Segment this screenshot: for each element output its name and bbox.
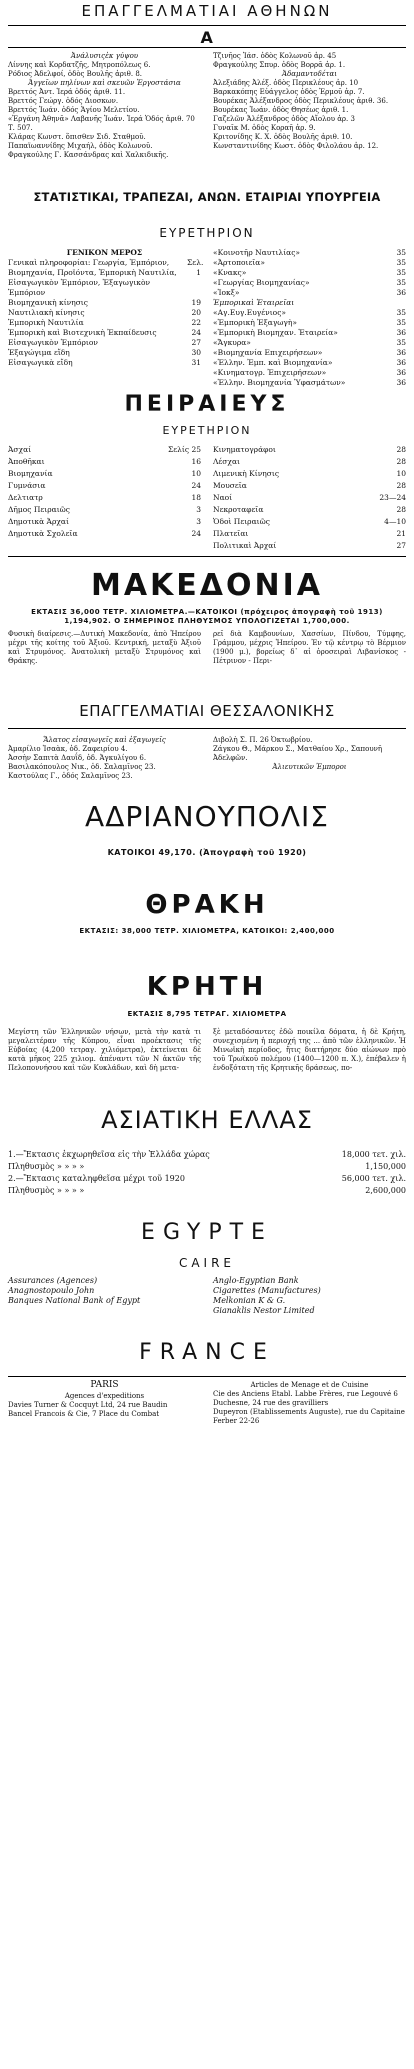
athens-right-column <box>213 52 406 160</box>
index-row <box>8 504 201 516</box>
index-row <box>8 492 201 504</box>
listing-entry: Ζάγκου Θ., Μάρκου Σ., Ματθαίου Χρ., Σαπουνῆ Ἀδελφῶν. <box>213 745 383 762</box>
index-page: 27 <box>191 338 201 347</box>
index-row <box>8 516 201 528</box>
asia-minor-label: Πληθυσμὸς » » » » <box>8 1162 85 1171</box>
asia-minor-row <box>8 1174 406 1184</box>
statistics-left-header: ΓΕΝΙΚΟΝ ΜΕΡΟΣ <box>66 248 143 257</box>
egypt-title: EGYPTE <box>141 1220 273 1245</box>
macedonia-body <box>0 630 414 666</box>
index-page: 36 <box>396 378 406 387</box>
index-label: Βιομηχανία <box>8 469 53 478</box>
index-row <box>213 278 406 288</box>
crete-stats-block <box>0 1010 414 1019</box>
piraeus-index-header <box>0 424 414 437</box>
listing-entry: «Ἐργάνη Ἀθηνᾶ» Λαβανῆς Ἰωάν. Ἱερά Ὁδός ἀριθ. 70 Τ. 507. <box>8 115 195 132</box>
athens-listing <box>0 52 414 167</box>
france-right-column <box>213 1381 406 1426</box>
thrace-header <box>0 890 414 920</box>
index-page: 28 <box>396 505 406 514</box>
listing-entry: Duchesne, 24 rue des gravilliers <box>213 1399 329 1407</box>
listing-entry: Φραγκούλης Σπυρ. ὁδὸς Βορρᾶ ἀρ. 1. <box>213 61 346 69</box>
listing-entry: Καστούλας Γ., ὁδός Σαλαμῖνος 23. <box>8 772 133 780</box>
index-row <box>213 348 406 358</box>
index-label: Ἐξαγώγιμα εἴδη <box>8 348 70 357</box>
crete-stats: ΕΚΤΑΣΙΣ 8,795 ΤΕΤΡΑΓ. ΧΙΛΙΟΜΕΤΡΑ <box>127 1010 287 1018</box>
index-row <box>213 540 406 552</box>
divider <box>8 728 406 729</box>
index-row <box>213 328 406 338</box>
index-label: «Ἀρτοποιεῖα» <box>213 258 265 267</box>
index-page: 31 <box>191 358 201 367</box>
macedonia-title: ΜΑΚΕΔΟΝΙΑ <box>90 568 324 603</box>
index-page: 3 <box>196 505 201 514</box>
index-label: Κινηματογράφοι <box>213 445 276 454</box>
macedonia-stats <box>0 608 414 626</box>
index-page: 27 <box>396 541 406 550</box>
index-row <box>213 378 406 388</box>
piraeus-title: ΠΕΙΡΑΙΕΥΣ <box>124 392 290 417</box>
index-label: «Βιομηχανία Επιχειρήσεων» <box>213 348 323 357</box>
index-row <box>8 258 204 298</box>
asia-minor-row <box>8 1150 406 1160</box>
asia-minor-label: 1.—Ἔκτασις ἐκχωρηθεῖσα εἰς τὴν Ἑλλάδα χώρας <box>8 1150 210 1159</box>
index-row <box>213 492 406 504</box>
statistics-right-column <box>213 248 406 388</box>
listing-entry: Βρεττός Γεώργ. ὁδός Διοσκων. <box>8 97 119 105</box>
france-header <box>0 1340 414 1365</box>
index-page: 4—10 <box>384 517 406 526</box>
listing-entry: Dupeyron (Etablissements Auguste), rue du Capitaine Ferber 22-26 <box>213 1408 405 1425</box>
index-row <box>213 298 406 308</box>
index-row <box>8 528 201 540</box>
athens-left-column <box>8 52 201 160</box>
index-row <box>213 528 406 540</box>
listing-entry: Κλάρας Κωνστ. ὅπισθεν Σιδ. Σταθμοῦ. <box>8 133 146 141</box>
index-page: 36 <box>396 288 406 297</box>
listing-entry: Βαρκακόπης Εὐάγγελος ὁδὸς Ἑρμοῦ ἀρ. 7. <box>213 88 365 96</box>
listing-entry: Γαζελῶν Ἀλέξανδρος ὁδὸς Αἴολου ἀρ. 3 <box>213 115 355 123</box>
index-page: 36 <box>396 328 406 337</box>
index-page: 35 <box>396 308 406 317</box>
listing-entry: Ἀγγεῖων πηλίνων καὶ σκευῶν Ἐργοστάσια <box>28 79 181 87</box>
asia-minor-label: Πληθυσμὸς » » » » <box>8 1186 85 1195</box>
index-label: Πολιτικαὶ Ἀρχαί <box>213 541 277 550</box>
index-label: Ναοί <box>213 493 233 502</box>
listing-entry: Ἀνάλυσιςἐκ γύψου <box>70 52 139 60</box>
adrianople-title: ΑΔΡΙΑΝΟΥΠΟΛΙΣ <box>85 800 329 833</box>
index-page: 36 <box>396 358 406 367</box>
listing-entry: Ἀσσὴν Σαπιτὰ Δαυΐδ, ὁδ. Ἀγκυλίγου 6. <box>8 754 147 762</box>
crete-title: ΚΡΗΤΗ <box>146 972 268 1002</box>
asia-minor-row <box>8 1186 406 1196</box>
athens-letter-block <box>0 28 414 47</box>
index-page: 35 <box>396 278 406 287</box>
index-label: Μουσεῖα <box>213 481 247 490</box>
crete-body <box>0 1028 414 1073</box>
index-label: Ὁδοὶ Πειραιῶς <box>213 517 270 526</box>
index-label: Βιομηχανικὴ κίνησις <box>8 298 88 307</box>
index-page: 16 <box>191 457 201 466</box>
thessaloniki-title: ΕΠΑΓΓΕΛΜΑΤΙΑΙ ΘΕΣΣΑΛΟΝΙΚΗΣ <box>79 702 335 720</box>
listing-entry: Βρεττός Ἀντ. Ἱερά ὁδός ἀριθ. 11. <box>8 88 126 96</box>
index-row <box>8 308 201 318</box>
index-label: Γυμνάσια <box>8 481 46 490</box>
thrace-stats-block <box>0 927 414 936</box>
index-page: 28 <box>396 445 406 454</box>
listing-entry: Agences d'expeditions <box>64 1392 145 1400</box>
statistics-index <box>0 248 414 387</box>
index-row <box>8 298 201 308</box>
listing-entry: Bancel Francois & Cie, 7 Place du Combat <box>8 1410 160 1418</box>
index-row <box>8 456 201 468</box>
index-page: 36 <box>396 348 406 357</box>
index-label: Δημοτικὰ Ἀρχαί <box>8 517 69 526</box>
index-row <box>213 516 406 528</box>
listing-entry: Ἀλεξιάδης Ἀλέξ. ὁδὸς Περικλέους ἀρ. 10 <box>213 79 359 87</box>
listing-entry: Βουρέκας Ἰωάν. ὁδὸς Θησέως ἀριθ. 1. <box>213 106 349 114</box>
index-page: 35 <box>396 258 406 267</box>
france-city: PARIS <box>90 1380 119 1390</box>
egypt-left-column <box>8 1276 201 1316</box>
index-row <box>213 456 406 468</box>
listing-entry: Ἀδαμαντοδέται <box>282 70 337 78</box>
index-label: «Ἐμπορικὴ Ἐξαγωγὴ» <box>213 318 297 327</box>
index-page: 30 <box>191 348 201 357</box>
listing-entry: Κωνσταντινίδης Κωστ. ὁδὸς Φιλολάου ἀρ. 12. <box>213 142 379 150</box>
adrianople-stats-block <box>0 848 414 858</box>
index-label: «Ἐλλην. Βιομηχανία Ὑφασμάτων» <box>213 378 346 387</box>
index-row <box>8 348 201 358</box>
piraeus-index-title: ΕΥΡΕΤΗΡΙΟΝ <box>162 424 252 437</box>
crete-header <box>0 972 414 1002</box>
index-label: Εἰσαγωγικὰ εἴδη <box>8 358 73 367</box>
macedonia-text-left: Φυσικὴ διαίρεσις.—Δυτικὴ Μακεδονία, ἀπὸ Ἠπείρου μέχρι τῆς κοίτης τοῦ Ἀξιοῦ. Κεντρική, μεταξὺ Ἀξιοῦ καὶ Στρυμόνος. Ἀνατολικὴ μεταξὺ Στρυμόνος καὶ Θράκης. <box>8 630 201 665</box>
statistics-header <box>0 190 414 204</box>
athens-header <box>0 2 414 20</box>
index-label: «Ἐμπορικὴ Βιομηχαν. Ἑταιρεία» <box>213 328 338 337</box>
macedonia-stats-line1: ΕΚΤΑΣΙΣ 36,000 ΤΕΤΡ. ΧΙΛΙΟΜΕΤΡΑ.—ΚΑΤΟΙΚΟΙ (πρόχειρος ἀπογραφὴ τοῦ 1913) <box>31 608 383 616</box>
asia-minor-value: 18,000 τετ. χιλ. <box>341 1150 406 1159</box>
listing-entry: Λίννης καὶ Κορδατζῆς, Μητροπόλεως 6. <box>8 61 151 69</box>
listing-entry: Παπαϊωαννίδης Μιχαήλ, ὁδὸς Κολωνοῦ. <box>8 142 153 150</box>
index-label: Λέσχαι <box>213 457 240 466</box>
index-page: 22 <box>191 318 201 327</box>
asia-minor-title: ΑΣΙΑΤΙΚΗ ΕΛΛΑΣ <box>101 1106 313 1134</box>
thessaloniki-right-column <box>213 736 406 781</box>
index-page: 28 <box>396 457 406 466</box>
asia-minor-row <box>8 1162 406 1172</box>
statistics-index-title: ΕΥΡΕΤΗΡΙΟΝ <box>159 226 255 240</box>
index-row <box>8 338 201 348</box>
index-label: «Κινηματογρ. Ἐπιχειρήσεων» <box>213 368 327 377</box>
index-row <box>213 268 406 278</box>
index-page: 36 <box>396 368 406 377</box>
index-label: Δῆμος Πειραιῶς <box>8 505 70 514</box>
listing-entry: Cigarettes (Manufactures) <box>213 1286 321 1295</box>
index-label: Ἐμπορικὴ καὶ Βιοτεχνικὴ Ἐκπαίδευσις <box>8 328 157 337</box>
index-row <box>213 288 406 298</box>
index-label: Δημοτικὰ Σχολεῖα <box>8 529 78 538</box>
piraeus-index <box>0 444 414 552</box>
asia-minor-label: 2.—Ἔκτασις καταληφθεῖσα μέχρι τοῦ 1920 <box>8 1174 185 1183</box>
thrace-stats: ΕΚΤΑΣΙΣ: 38,000 ΤΕΤΡ. ΧΙΛΙΟΜΕΤΡΑ, ΚΑΤΟΙΚΟΙ: 2,400,000 <box>79 927 335 935</box>
index-page: 35 <box>396 268 406 277</box>
index-page: 18 <box>191 493 201 502</box>
index-row <box>8 444 201 456</box>
index-label: «Κνακς» <box>213 268 247 277</box>
egypt-right-column <box>213 1276 406 1316</box>
index-page: 3 <box>196 517 201 526</box>
listing-entry: Melkonian K & G. <box>213 1296 286 1305</box>
index-row <box>213 308 406 318</box>
france-left-column <box>8 1381 201 1426</box>
index-page: 23—24 <box>379 493 406 502</box>
index-label: Ἀσχαί <box>8 445 32 454</box>
index-label: «Αγ.Ευγ.Ευγένιος» <box>213 308 286 317</box>
listing-entry: Τζινῆος Ἰάσ. ὁδὸς Κολωνοῦ ἀρ. 45 <box>213 52 337 60</box>
listing-entry: Ἀμαρίλιο Ἰσαὰκ, ὁδ. Ζαφειρίου 4. <box>8 745 128 753</box>
listing-entry: Κριτονίδης Κ. Χ. ὁδὸς Βουλῆς ἀριθ. 10. <box>213 133 353 141</box>
asia-minor-table <box>0 1150 414 1198</box>
index-row <box>8 358 201 368</box>
macedonia-stats-line2: 1,194,902. Ο ΣΗΜΕΡΙΝΟΣ ΠΛΗΘΥΣΜΟΣ ΥΠΟΛΟΓΙΖΕΤΑΙ 1,700,000. <box>64 617 350 625</box>
index-row <box>8 480 201 492</box>
listing-entry: Ἅλατος εἰσαγωγεῖς καὶ ἐξαγωγεῖς <box>43 736 166 744</box>
egypt-header <box>0 1220 414 1245</box>
asia-minor-value: 1,150,000 <box>365 1162 406 1171</box>
index-page: 35 <box>396 248 406 257</box>
index-page: 24 <box>191 481 201 490</box>
divider <box>8 556 406 557</box>
asia-minor-value: 2,600,000 <box>365 1186 406 1195</box>
divider <box>8 47 406 48</box>
index-page: Σελίς 25 <box>167 445 201 454</box>
index-page: Σελ. 1 <box>187 258 204 277</box>
listing-entry: Cie des Anciens Etabl. Labbe Frères, rue Legouvé 6 <box>213 1390 398 1398</box>
piraeus-header <box>0 392 414 417</box>
listing-entry: Anagnostopoulo John <box>8 1286 95 1295</box>
index-row <box>213 248 406 258</box>
index-row <box>8 318 201 328</box>
listing-entry: Βρεττός Ἰωάν. ὁδός Ἁγίου Μελετίου. <box>8 106 140 114</box>
listing-entry: Anglo-Egyptian Bank <box>213 1276 299 1285</box>
statistics-index-header <box>0 226 414 240</box>
index-label: Γενικαὶ πληροφορίαι: Γεωργία, Ἐμπόριον, Βιομηχανία, Προϊόντα, Ἐμπορικὴ Ναυτιλία, Εἰσαγωγικὸν Ἐμπόριον, Ἐξαγωγικὸν Ἐμπόριον <box>8 258 177 297</box>
statistics-left-column <box>8 248 204 388</box>
index-label: Πλατεῖαι <box>213 529 249 538</box>
thessaloniki-header <box>0 702 414 720</box>
listing-entry: Gianaklis Nestor Limited <box>213 1306 315 1315</box>
thessaloniki-left-column <box>8 736 201 781</box>
egypt-city: CAIRE <box>178 1256 236 1270</box>
index-label: «Ἰοκξ» <box>213 288 240 297</box>
index-label: Ἐμπορικὴ Ναυτιλία <box>8 318 84 327</box>
index-label: Ναυτιλιακὴ κίνησις <box>8 308 85 317</box>
index-page: 28 <box>396 481 406 490</box>
listing-entry: Assurances (Agences) <box>8 1276 98 1285</box>
index-row <box>213 368 406 378</box>
egypt-city-block <box>0 1256 414 1270</box>
athens-title: ΕΠΑΓΓΕΛΜΑΤΙΑΙ ΑΘΗΝΩΝ <box>81 2 333 20</box>
egypt-listing <box>0 1276 414 1316</box>
listing-entry: Banques National Bank of Egypt <box>8 1296 141 1305</box>
piraeus-right-column <box>213 444 406 552</box>
index-row <box>213 318 406 328</box>
macedonia-text-right: ρεῖ διὰ Καμβουνίων, Χασσίων, Πίνδου, Τύμφης, Γράμμου, μέχρις Ἠπείρου. Ἐν τῷ κέντρῳ τὸ Βέρμιον (1900 μ.), βορείως δ᾽ αἱ ὀροσειραὶ Λιβανίσκος - Πέτρινον - Περι- <box>213 630 406 665</box>
listing-entry: Ρόδιος Ἀδελφοί, ὁδὸς Βουλῆς ἀριθ. 8. <box>8 70 142 78</box>
piraeus-left-column <box>8 444 201 552</box>
index-label: «Ἐλλην. Ἐμπ. καὶ Βιομηχανία» <box>213 358 333 367</box>
asia-minor-value: 56,000 τετ. χιλ. <box>341 1174 406 1183</box>
index-page: 35 <box>396 338 406 347</box>
statistics-title: ΣΤΑΤΙΣΤΙΚΑΙ, ΤΡΑΠΕΖΑΙ, ΑΝΩΝ. ΕΤΑΙΡΙΑΙ ΥΠΟΥΡΓΕΙΑ <box>33 190 381 204</box>
france-listing <box>0 1381 414 1426</box>
macedonia-header <box>0 568 414 603</box>
listing-entry: Βασιλακόπουλος Νικ., ὁδ. Σαλαμῖνος 23. <box>8 763 156 771</box>
index-label: «Ἄγκυρα» <box>213 338 251 347</box>
index-page <box>392 298 406 308</box>
index-page: 24 <box>191 328 201 337</box>
france-title: FRANCE <box>139 1340 275 1365</box>
index-row <box>213 258 406 268</box>
index-row <box>213 504 406 516</box>
index-label: Ἀποθῆκαι <box>8 457 45 466</box>
index-page: 24 <box>191 529 201 538</box>
index-label: Εἰσαγωγικὸν Ἐμπόριον <box>8 338 98 347</box>
divider <box>8 1376 406 1377</box>
adrianople-stats: ΚΑΤΟΙΚΟΙ 49,170. (Ἀπογραφὴ τοῦ 1920) <box>107 848 307 857</box>
index-page: 10 <box>396 469 406 478</box>
index-row <box>8 468 201 480</box>
crete-text-left: Μεγίστη τῶν Ἑλληνικῶν νήσων, μετὰ τὴν κατὰ τι μεγαλειτέραν τῆς Κύπρου, εἶναι προέκτασις τῆς Εὐβοίας (4,200 τετραγ. χιλιόμετρα), ἐκτείνεται δὲ κατὰ μῆκος 225 χιλιομ. ἀπέναντι τῶν Ν ἀκτῶν τῆς Πελοποννήσου καὶ τῶν Κυκλάδων, καὶ δὴ μετα- <box>8 1028 201 1072</box>
divider <box>8 25 406 26</box>
listing-entry: Ἀλιευτικῶν Ἐμποροι <box>272 763 347 771</box>
index-page: 20 <box>191 308 201 317</box>
asia-minor-header <box>0 1106 414 1134</box>
crete-text-right: ξὲ μεταδόσαντες ἐδῶ ποικίλα δόματα, ἡ δὲ Κρήτη, συνεχισμένη ἡ περιοχή της ... ἀπὸ τῶν ἑλληνικῶν. Ἡ Μινωϊκὴ περίοδος, ἥτις διατήρησε δύο αἰώνων πρὸ τοῦ Τρωϊκοῦ πολέμου (1400—1200 π. Χ.), ἐπέβαλεν ἡ ἐνδοξότατη τῆς Κρητικῆς δράσεως, πο- <box>213 1028 406 1072</box>
listing-entry: Φραγκούλης Γ. Κασσάνδρας καὶ Χαλκιδικῆς. <box>8 151 169 159</box>
index-page: 21 <box>396 529 406 538</box>
index-row <box>213 468 406 480</box>
index-label: «Γεωργίας Βιομηχανίας» <box>213 278 310 287</box>
index-row <box>213 358 406 368</box>
index-label: Ἐμπορικαὶ Ἑταιρεῖαι <box>213 298 295 307</box>
athens-letter: Α <box>200 28 214 47</box>
index-label: Λιμενικὴ Κίνησις <box>213 469 280 478</box>
index-label: «Κοινοτῆρ Ναυτιλίας» <box>213 248 300 257</box>
listing-entry: Βουρέκας Ἀλέξανδρος ὁδὸς Περικλέους ἀριθ. 36. <box>213 97 389 105</box>
adrianople-header <box>0 800 414 833</box>
listing-entry: Διβολὴ Σ. Π. 26 Ὀκτωβρίου. <box>213 736 313 744</box>
index-row <box>213 480 406 492</box>
index-row <box>213 338 406 348</box>
thrace-title: ΘΡΑΚΗ <box>145 890 269 920</box>
listing-entry: Γυναῖκ Μ. ὁδὸς Κοραῆ ἀρ. 9. <box>213 124 316 132</box>
listing-entry: Articles de Menage et de Cuisine <box>250 1381 369 1389</box>
index-row <box>213 444 406 456</box>
index-page: 10 <box>191 469 201 478</box>
index-row <box>8 328 201 338</box>
index-label: Νεκροταφεῖα <box>213 505 264 514</box>
thessaloniki-listing <box>0 736 414 781</box>
index-page: 35 <box>396 318 406 327</box>
index-page: 19 <box>191 298 201 307</box>
listing-entry: Davies Turner & Cocquyt Ltd, 24 rue Baudin <box>8 1401 168 1409</box>
index-label: Δελτιατρ <box>8 493 43 502</box>
